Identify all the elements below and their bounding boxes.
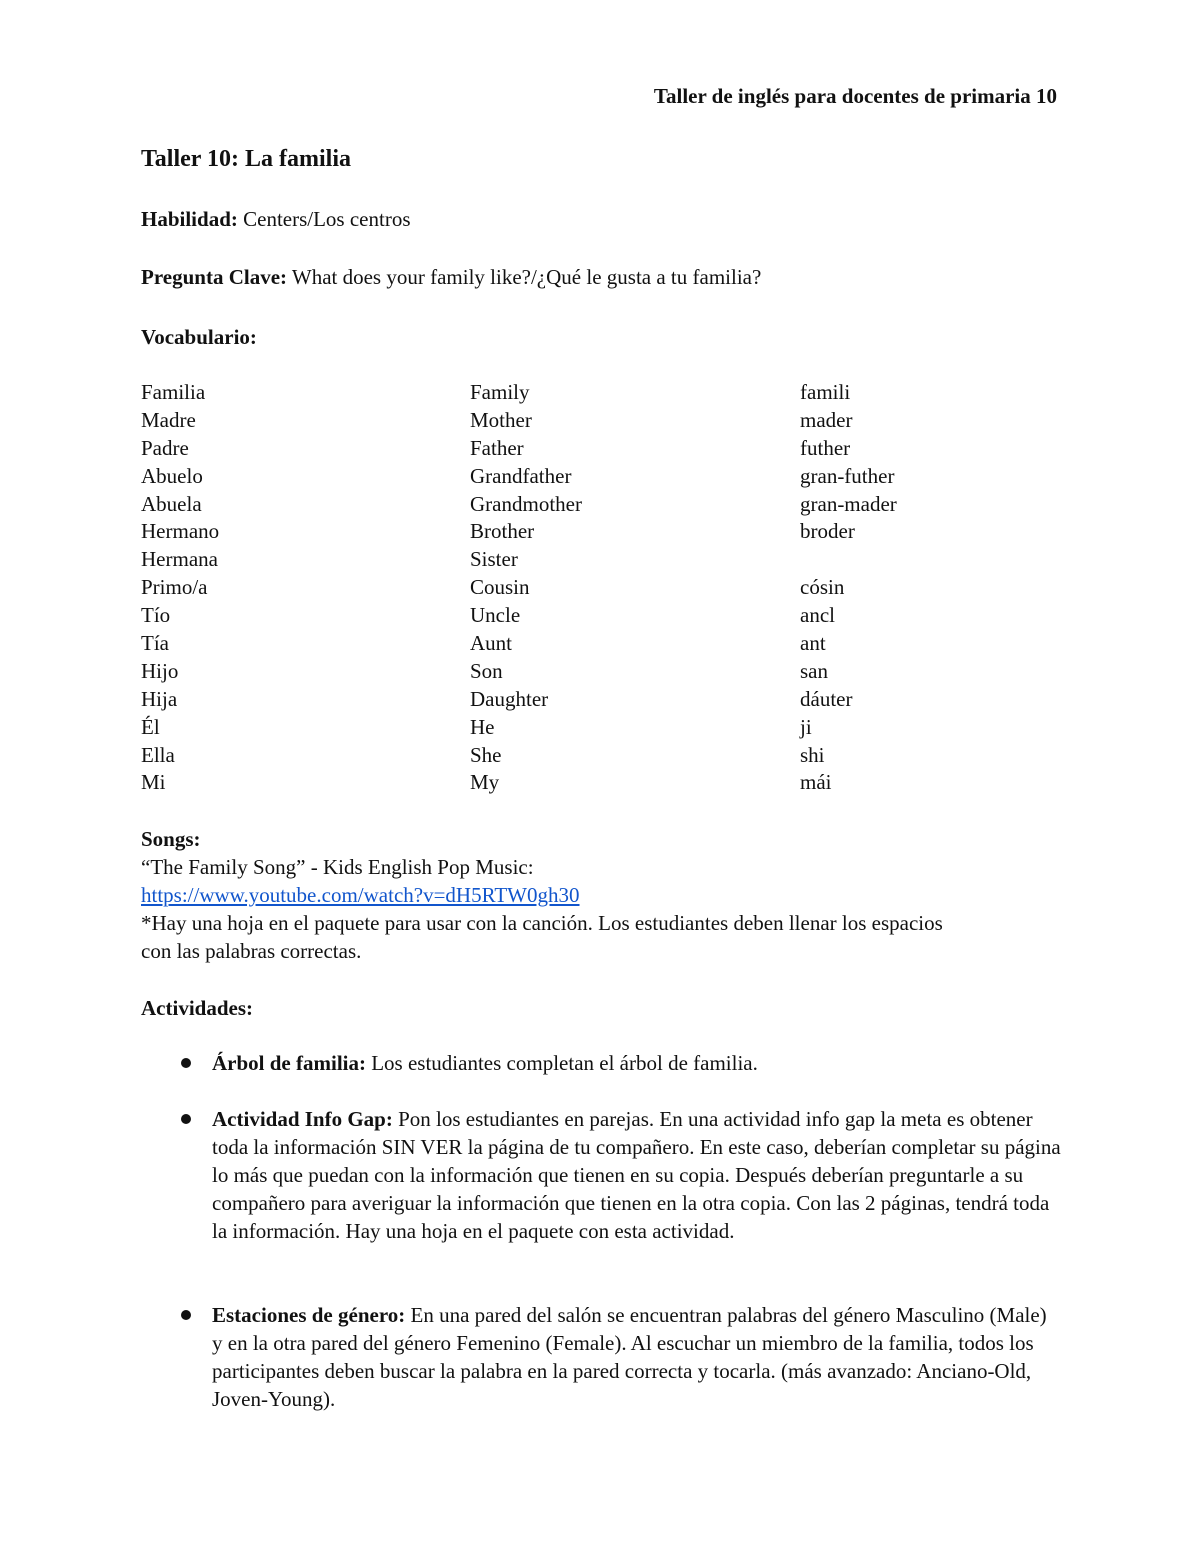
pregunta-value: What does your family like?/¿Qué le gusta a tu familia? [287,265,762,289]
vocab-pronunciation: futher [800,435,851,460]
vocab-pronunciation: gran-mader [800,491,897,516]
activity-item [212,1049,1062,1077]
bullet-icon [181,1058,191,1068]
vocab-row [141,573,1061,601]
vocab-pronunciation: ji [800,714,812,739]
vocab-pronunciation: dáuter [800,686,853,711]
vocab-spanish: Hijo [141,658,179,683]
vocab-row [141,713,1061,741]
activity-text: Pon los estudiantes en parejas. En una actividad info gap la meta es obtener toda la información SIN VER la página de tu compañero. En este caso, deberían completar su página lo más que puedan con la información que tienen en su copia. Después deberían preguntarle a su compañero para averiguar la información que tienen en la otra copia. Con las 2 páginas, tendrá toda la información. Hay una hoja en el paquete con esta actividad. [212,1107,1061,1243]
songs-section [141,825,1061,965]
vocab-pronunciation: ant [800,631,826,656]
vocab-english: My [470,770,500,795]
vocab-english: Father [470,435,524,460]
vocab-spanish: Él [141,714,160,739]
vocab-english: Cousin [470,575,530,600]
vocab-english: Daughter [470,686,549,711]
activity-item [212,1105,1062,1245]
vocab-pronunciation: cósin [800,575,845,600]
vocab-english: Mother [470,407,532,432]
vocab-pronunciation: mader [800,407,853,432]
page-title: Taller 10: La familia [141,146,351,172]
vocab-row [141,601,1061,629]
vocab-spanish: Abuelo [141,463,203,488]
vocab-row [141,657,1061,685]
vocab-english: Uncle [470,603,521,628]
activity-text: Los estudiantes completan el árbol de familia. [365,1051,758,1075]
bullet-icon [181,1114,191,1124]
vocab-row [141,741,1061,769]
vocab-row [141,462,1061,490]
bullet-icon [181,1310,191,1320]
vocab-english: He [470,714,495,739]
vocab-spanish: Mi [141,770,166,795]
song-note-line-1: *Hay una hoja en el paquete para usar con la canción. Los estudiantes deben llenar los espacios [141,911,943,935]
vocab-pronunciation: san [800,658,828,683]
vocab-spanish: Madre [141,407,196,432]
vocab-row [141,490,1061,518]
activity-title: Actividad Info Gap: [212,1107,393,1131]
vocab-spanish: Hermano [141,519,220,544]
pregunta-line [141,263,761,291]
activity-title: Estaciones de género: [212,1303,406,1327]
song-title: “The Family Song” - Kids English Pop Music: [141,855,534,879]
vocab-pronunciation: ancl [800,603,835,628]
actividades-label: Actividades: [141,996,253,1020]
vocabulary-table [141,378,1061,796]
vocab-row [141,685,1061,713]
vocab-english: Son [470,658,503,683]
songs-label: Songs: [141,827,201,851]
vocab-spanish: Hermana [141,547,218,572]
vocab-spanish: Padre [141,435,189,460]
vocab-row [141,378,1061,406]
vocab-english: She [470,742,502,767]
vocabulario-label: Vocabulario: [141,325,257,349]
habilidad-label: Habilidad: [141,207,238,231]
vocab-pronunciation: famili [800,380,851,404]
song-note-line-2: con las palabras correctas. [141,939,362,963]
vocab-spanish: Ella [141,742,175,767]
vocab-row [141,517,1061,545]
vocab-spanish: Primo/a [141,575,208,600]
vocab-spanish: Tío [141,603,171,628]
habilidad-value: Centers/Los centros [237,207,411,231]
vocab-english: Family [470,380,530,404]
vocab-row [141,434,1061,462]
song-link[interactable]: https://www.youtube.com/watch?v=dH5RTW0gh30 [141,883,580,907]
actividades-section [141,994,1061,1411]
vocab-english: Brother [470,519,535,544]
pregunta-label: Pregunta Clave: [141,265,288,289]
vocab-spanish: Familia [141,380,206,404]
vocab-pronunciation: shi [800,742,825,767]
page-header: Taller de inglés para docentes de primaria 10 [653,84,1057,108]
activity-text: En una pared del salón se encuentran palabras del género Masculino (Male) y en la otra pared del género Femenino (Female). Al escuchar un miembro de la familia, todos los participantes deben buscar la palabra en la pared correcta y tocarla. (más avanzado: Anciano-Old, Joven-Young). [212,1303,1047,1411]
activity-item [212,1301,1062,1413]
vocab-row [141,629,1061,657]
vocab-english: Aunt [470,631,512,656]
vocab-english: Sister [470,547,518,572]
vocab-pronunciation: mái [800,770,832,795]
vocab-spanish: Abuela [141,491,202,516]
vocab-spanish: Hija [141,686,178,711]
activity-title: Árbol de familia: [212,1051,366,1075]
habilidad-line [141,205,411,233]
vocab-pronunciation: broder [800,519,855,544]
vocab-spanish: Tía [141,631,169,656]
vocab-english: Grandfather [470,463,572,488]
vocab-pronunciation: gran-futher [800,463,895,488]
vocab-row [141,406,1061,434]
vocab-english: Grandmother [470,491,582,516]
vocab-row [141,768,1061,796]
vocab-row [141,545,1061,573]
